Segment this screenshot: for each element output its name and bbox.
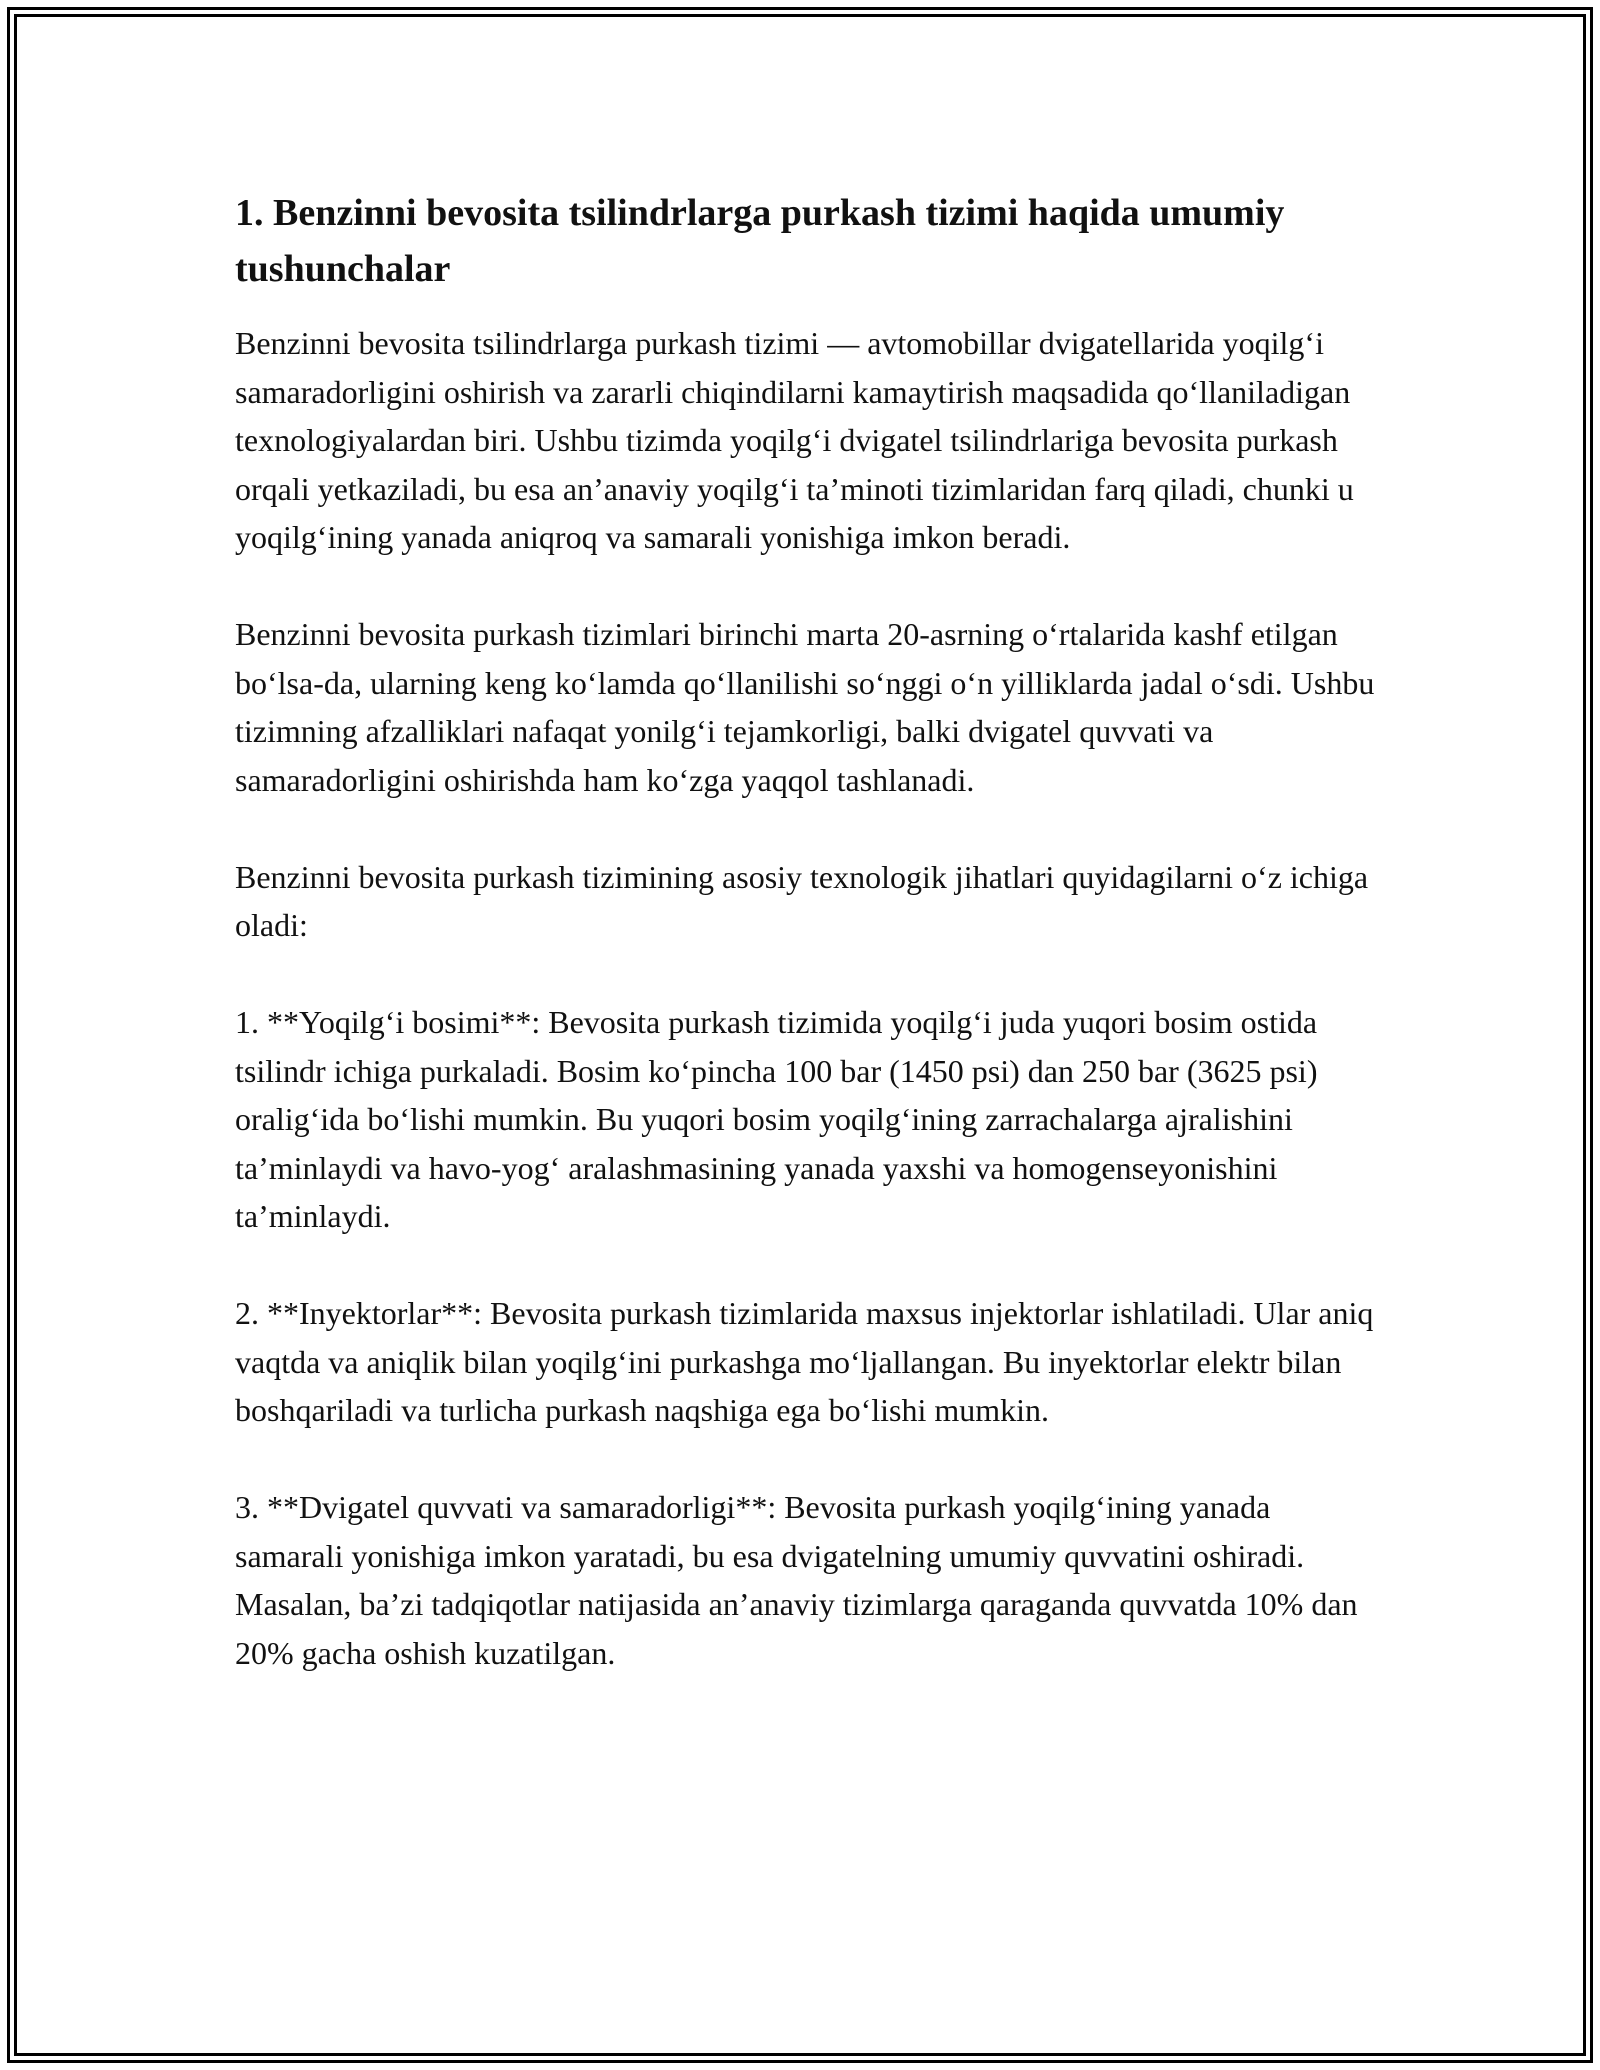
section-heading: 1. Benzinni bevosita tsilindrlarga purkash tizimi haqida umumiy tushunchalar bbox=[235, 192, 1285, 290]
paragraph-aspects-intro: Benzinni bevosita purkash tizimining asosiy texnologik jihatlari quyidagilarni o‘z ichiga oladi: bbox=[235, 858, 1369, 943]
paragraph-history: Benzinni bevosita purkash tizimlari birinchi marta 20-asrning o‘rtalarida kashf etilgan bo‘lsa-da, ularning keng ko‘lamda qo‘llanilishi so‘nggi o‘n yilliklarda jadal o‘sdi. Ushbu tizimning afzalliklari nafaqat yonilg‘i tejamkorligi, balki dvigatel quvvati va samaradorligini oshirishda ham ko‘zga yaqqol tashlanadi. bbox=[235, 616, 1375, 798]
document-page bbox=[235, 185, 1375, 1677]
list-item-injectors: 2. **Inyektorlar**: Bevosita purkash tizimlarida maxsus injektorlar ishlatiladi. Ular aniq vaqtda va aniqlik bilan yoqilg‘ini purkashga mo‘ljallangan. Bu inyektorlar elektr bilan boshqariladi va turlicha purkash naqshiga ega bo‘lishi mumkin. bbox=[235, 1295, 1374, 1428]
paragraph-intro: Benzinni bevosita tsilindrlarga purkash tizimi — avtomobillar dvigatellarida yoqilg‘i samaradorligini oshirish va zararli chiqindilarni kamaytirish maqsadida qo‘llaniladigan texnologiyalardan biri. Ushbu tizimda yoqilg‘i dvigatel tsilindrlariga bevosita purkash orqali yetkaziladi, bu esa an’anaviy yoqilg‘i ta’minoti tizimlaridan farq qiladi, chunki u yoqilg‘ining yanada aniqroq va samarali yonishiga imkon beradi. bbox=[235, 325, 1354, 555]
list-item-fuel-pressure: 1. **Yoqilg‘i bosimi**: Bevosita purkash tizimida yoqilg‘i juda yuqori bosim ostida tsilindr ichiga purkaladi. Bosim ko‘pincha 100 bar (1450 psi) dan 250 bar (3625 psi) oralig‘ida bo‘lishi mumkin. Bu yuqori bosim yoqilg‘ining zarrachalarga ajralishini ta’minlaydi va havo-yog‘ aralashmasining yanada yaxshi va homogenseyonishini ta’minlaydi. bbox=[235, 1004, 1318, 1234]
list-item-engine-power: 3. **Dvigatel quvvati va samaradorligi**: Bevosita purkash yoqilg‘ining yanada samarali yonishiga imkon yaratadi, bu esa dvigatelning umumiy quvvatini oshiradi. Masalan, ba’zi tadqiqotlar natijasida an’anaviy tizimlarga qaraganda quvvatda 10% dan 20% gacha oshish kuzatilgan. bbox=[235, 1489, 1358, 1671]
